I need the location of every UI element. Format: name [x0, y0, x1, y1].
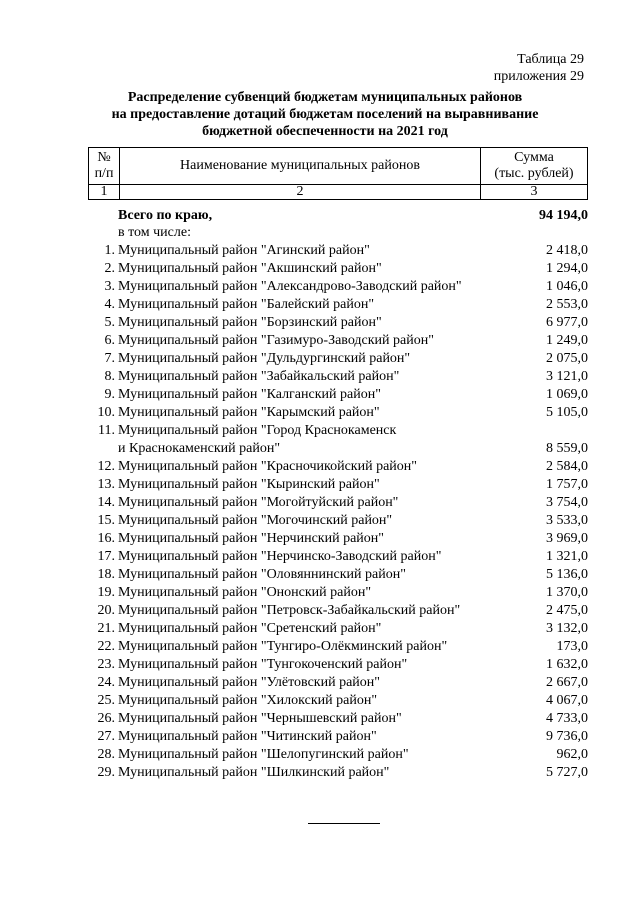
row-number: 14. [97, 495, 115, 510]
district-amount: 2 075,0 [546, 351, 588, 366]
total-row [88, 207, 588, 225]
row-number: 29. [97, 765, 115, 780]
header-number-abbr: п/п [94, 166, 114, 181]
district-name [118, 242, 478, 260]
header-sum-cell [481, 148, 588, 185]
total-label: Всего по краю, [118, 208, 213, 223]
column-number-1: 1 [89, 185, 120, 200]
table-row [88, 638, 588, 656]
district-name [118, 422, 478, 458]
district-amount: 3 533,0 [546, 513, 588, 528]
district-name-line: Муниципальный район "Улётовский район" [118, 675, 380, 690]
row-number: 18. [97, 567, 115, 582]
district-amount: 173,0 [556, 639, 588, 654]
table-row [88, 710, 588, 728]
column-number-3: 3 [481, 185, 588, 200]
row-number: 19. [97, 585, 115, 600]
table-body [88, 207, 588, 782]
district-amount: 2 475,0 [546, 603, 588, 618]
row-number: 20. [97, 603, 115, 618]
table-row [88, 476, 588, 494]
district-name-line: Муниципальный район "Забайкальский район" [118, 369, 400, 384]
total-value: 94 194,0 [539, 208, 588, 223]
district-name-line: Муниципальный район "Балейский район" [118, 297, 375, 312]
district-name [118, 530, 478, 548]
district-name [118, 692, 478, 710]
district-amount: 2 553,0 [546, 297, 588, 312]
table-row [88, 692, 588, 710]
table-row [88, 494, 588, 512]
district-name-line: Муниципальный район "Нерчинско-Заводский район" [118, 549, 442, 564]
table-row [88, 584, 588, 602]
row-number: 23. [97, 657, 115, 672]
row-number: 17. [97, 549, 115, 564]
table-row [88, 728, 588, 746]
district-name [118, 494, 478, 512]
row-number: 3. [104, 279, 115, 294]
row-number: 16. [97, 531, 115, 546]
district-name [118, 404, 478, 422]
district-name [118, 548, 478, 566]
table-row [88, 746, 588, 764]
district-name [118, 350, 478, 368]
district-name-line: Муниципальный район "Ононский район" [118, 585, 372, 600]
district-amount: 1 069,0 [546, 387, 588, 402]
table-row [88, 314, 588, 332]
district-name-line: Муниципальный район "Калганский район" [118, 387, 381, 402]
row-number: 10. [97, 405, 115, 420]
district-name [118, 260, 478, 278]
district-name-line: Муниципальный район "Чернышевский район" [118, 711, 402, 726]
row-number: 27. [97, 729, 115, 744]
district-amount: 2 667,0 [546, 675, 588, 690]
table-row [88, 242, 588, 260]
table-row [88, 566, 588, 584]
district-name [118, 314, 478, 332]
district-name-line: Муниципальный район "Оловяннинский район" [118, 567, 406, 582]
district-name [118, 458, 478, 476]
title-line-3: бюджетной обеспеченности на 2021 год [202, 124, 448, 139]
header-name-cell: Наименование муниципальных районов [120, 148, 481, 185]
district-amount: 962,0 [556, 747, 588, 762]
table-row [88, 332, 588, 350]
district-name-line: Муниципальный район "Хилокский район" [118, 693, 378, 708]
district-name-line-2: и Краснокаменский район" [118, 441, 281, 456]
district-name-line: Муниципальный район "Читинский район" [118, 729, 377, 744]
column-number-2: 2 [120, 185, 481, 200]
district-amount: 4 733,0 [546, 711, 588, 726]
district-name [118, 566, 478, 584]
district-name [118, 476, 478, 494]
subtotal-caption-row [88, 224, 588, 242]
district-name [118, 656, 478, 674]
title-line-2: на предоставление дотаций бюджетам поселений на выравнивание [111, 107, 539, 122]
row-number: 5. [104, 315, 115, 330]
district-name-line: Муниципальный район "Сретенский район" [118, 621, 382, 636]
district-amount: 2 418,0 [546, 243, 588, 258]
end-of-table-divider [308, 823, 380, 824]
table-row [88, 764, 588, 782]
table-row [88, 530, 588, 548]
district-amount: 3 121,0 [546, 369, 588, 384]
district-name-line: Муниципальный район "Борзинский район" [118, 315, 382, 330]
table-row [88, 368, 588, 386]
header-number-cell [89, 148, 120, 185]
district-name-line: Муниципальный район "Дульдургинский район" [118, 351, 411, 366]
district-name [118, 296, 478, 314]
district-amount: 8 559,0 [546, 441, 588, 456]
table-row [88, 350, 588, 368]
row-number: 1. [104, 243, 115, 258]
district-name [118, 638, 478, 656]
district-name [118, 386, 478, 404]
table-row [88, 512, 588, 530]
row-number: 11. [98, 423, 115, 438]
table-row [88, 458, 588, 476]
district-name [118, 584, 478, 602]
district-name-line: Муниципальный район "Шелопугинский район" [118, 747, 409, 762]
row-number: 24. [97, 675, 115, 690]
annex-appendix-number: приложения 29 [493, 69, 584, 84]
district-name-line: Муниципальный район "Нерчинский район" [118, 531, 384, 546]
row-number: 8. [104, 369, 115, 384]
row-number: 12. [97, 459, 115, 474]
district-amount: 1 294,0 [546, 261, 588, 276]
district-amount: 9 736,0 [546, 729, 588, 744]
row-number: 6. [104, 333, 115, 348]
district-name-line: Муниципальный район "Газимуро-Заводский район" [118, 333, 434, 348]
table-row [88, 296, 588, 314]
row-number: 13. [97, 477, 115, 492]
district-name-line: Муниципальный район "Красночикойский район" [118, 459, 417, 474]
table-row [88, 548, 588, 566]
table-row [88, 674, 588, 692]
district-name-line: Муниципальный район "Тунгиро-Олёкминский район" [118, 639, 448, 654]
district-name-line: Муниципальный район "Кыринский район" [118, 477, 380, 492]
row-number: 21. [97, 621, 115, 636]
district-amount: 2 584,0 [546, 459, 588, 474]
district-name [118, 368, 478, 386]
district-name-line: Муниципальный район "Агинский район" [118, 243, 370, 258]
district-name-line: Муниципальный район "Шилкинский район" [118, 765, 390, 780]
subtotal-caption: в том числе: [118, 225, 191, 240]
district-name [118, 620, 478, 638]
district-name [118, 710, 478, 728]
table-row [88, 386, 588, 404]
table-row [88, 656, 588, 674]
district-name-line: Муниципальный район "Карымский район" [118, 405, 380, 420]
row-number: 26. [97, 711, 115, 726]
district-name [118, 332, 478, 350]
district-amount: 1 249,0 [546, 333, 588, 348]
district-name-line: Муниципальный район "Могочинский район" [118, 513, 393, 528]
district-name [118, 746, 478, 764]
row-number: 15. [97, 513, 115, 528]
district-name [118, 674, 478, 692]
table-row [88, 620, 588, 638]
district-amount: 1 046,0 [546, 279, 588, 294]
district-name-line: Муниципальный район "Акшинский район" [118, 261, 382, 276]
table-row [88, 422, 588, 458]
district-name-line: Муниципальный район "Город Краснокаменск [118, 423, 397, 438]
row-number: 9. [104, 387, 115, 402]
district-amount: 5 727,0 [546, 765, 588, 780]
district-name [118, 278, 478, 296]
district-amount: 3 754,0 [546, 495, 588, 510]
district-name-line: Муниципальный район "Александрово-Заводский район" [118, 279, 462, 294]
district-name [118, 602, 478, 620]
title-line-1: Распределение субвенций бюджетам муниципальных районов [127, 90, 523, 105]
table-row [88, 404, 588, 422]
row-number: 4. [104, 297, 115, 312]
table-header [88, 147, 588, 200]
header-number-sign: № [97, 150, 111, 165]
district-amount: 1 321,0 [546, 549, 588, 564]
district-amount: 1 632,0 [546, 657, 588, 672]
row-number: 25. [97, 693, 115, 708]
district-amount: 6 977,0 [546, 315, 588, 330]
district-amount: 3 132,0 [546, 621, 588, 636]
header-sum-unit: (тыс. рублей) [494, 166, 574, 181]
district-name-line: Муниципальный район "Петровск-Забайкальский район" [118, 603, 461, 618]
table-row [88, 260, 588, 278]
annex-table-number: Таблица 29 [517, 52, 584, 67]
row-number: 7. [104, 351, 115, 366]
row-number: 22. [97, 639, 115, 654]
district-amount: 5 136,0 [546, 567, 588, 582]
document-title [60, 89, 590, 140]
district-name [118, 764, 478, 782]
district-name-line: Муниципальный район "Могойтуйский район" [118, 495, 399, 510]
district-amount: 5 105,0 [546, 405, 588, 420]
table-annex-label [494, 51, 584, 85]
district-amount: 1 757,0 [546, 477, 588, 492]
district-amount: 4 067,0 [546, 693, 588, 708]
district-amount: 1 370,0 [546, 585, 588, 600]
header-sum-label: Сумма [514, 150, 554, 165]
table-row [88, 602, 588, 620]
district-name [118, 728, 478, 746]
district-amount: 3 969,0 [546, 531, 588, 546]
table-row [88, 278, 588, 296]
row-number: 28. [97, 747, 115, 762]
row-number: 2. [104, 261, 115, 276]
district-name [118, 512, 478, 530]
district-name-line: Муниципальный район "Тунгокоченский район" [118, 657, 408, 672]
